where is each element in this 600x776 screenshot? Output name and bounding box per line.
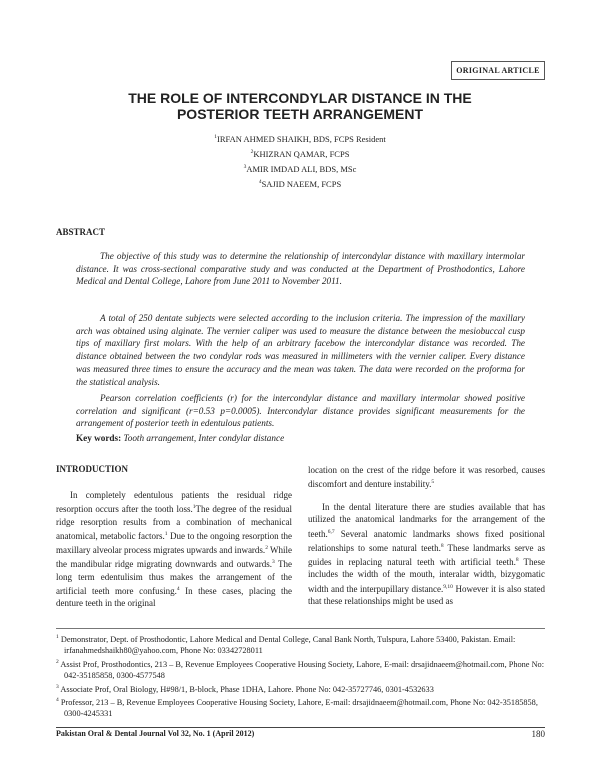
abstract-paragraph-1: The objective of this study was to determine the relationship of intercondylar distance with maxillary intermolar distance. It was cross-sectional comparative study and was conducted at the Department of Prosthodontics, Lahore Medical and Dental College, Lahore from June 2011 to November 2011. [76,251,525,287]
footer-divider [56,727,545,728]
footnote-4: $^4$ Professor, 213 – B, Revenue Employees Cooperative Housing Society, Lahore, E-mail: drsajidnaeem@hotmail.com, Phone No: 042-35185858, 0300-4245331 [56,697,538,718]
article-type-badge: ORIGINAL ARTICLE [451,61,545,80]
page-number: 180 [531,729,545,739]
abstract-paragraph-2: A total of 250 dentate subjects were selected according to the inclusion criteria. The impression of the maxillary arch was obtained using alginate. The vernier caliper was used to measure the distance between the mesiobuccal cusp tips of maxillary first molars. With the help of an arbitrary facebow the intercondylar distance was recorded. The distance obtained between the two condylar rods was measured in millimeters with the vernier caliper. Every distance was measured three times to ensure the accuracy and the mean was taken. The data were recorded on the proforma for the statistical analysis. [76,313,525,387]
author-2: $^2$KHIZRAN QAMAR, FCPS [250,148,350,159]
title-line-2: POSTERIOR TEETH ARRANGEMENT [176,106,424,122]
author-4: $^4$SAJID NAEEM, FCPS [258,178,342,189]
author-3: $^3$AMIR IMDAD ALI, BDS, MSc [243,163,357,174]
author-1: $^1$IRFAN AHMED SHAIKH, BDS, FCPS Resident [214,133,386,144]
keywords [76,433,525,443]
footnote-2: $^2$ Assist Prof, Prosthodontics, 213 – B, Revenue Employees Cooperative Housing Society, Lahore, E-mail: drsajidnaeem@hotmail.com, Phone No: 042-35185858, 0300-4577548 [56,659,545,680]
keywords-label: Key words: [76,433,122,443]
footnote-1: $^1$ Demonstrator, Dept. of Prosthodontic, Lahore Medical and Dental College, Canal Bank North, Tulspura, Lahore 53400, Pakistan. Email: irfanahmedshaikh80@yahoo.com, Phone No: 03342728011 [56,634,516,655]
footnote-divider [56,628,545,629]
abstract-paragraph-3: Pearson correlation coefficients (r) for the intercondylar distance and maxillary intermolar showed positive correlation and significant (r=0.53 p=0.0005). Intercondylar distance provides significant measurements for the arrangement of posterior teeth in edentulous patients. [76,393,525,429]
abstract-heading: ABSTRACT [56,227,106,237]
intro-right-column-b: In the dental literature there are studies available that has utilized the anatomical landmarks for the arrangement of the teeth.$^{6,7}$ Several anatomic landmarks shows fixed positional relationships to some natural teeth.$^8$ These landmarks serve as guides in replacing natural teeth with artificial teeth.$^8$ These includes the width of the mouth, interalar width, bizygomatic width and the interpupillary distance.$^{9,10}$ However it is also stated that these relationships might be used as [308,502,545,607]
footnote-3: $^3$ Associate Prof, Oral Biology, H#98/1, B-block, Phase 1DHA, Lahore. Phone No: 042-35727746, 0301-4532633 [56,684,434,694]
intro-left-column: In completely edentulous patients the residual ridge resorption occurs after the tooth loss.$^1$The degree of the residual ridge resorption results from a combination of mechanical anatomical, metabolic factors.$^1$ Due to the ongoing resorption the maxillary alveolar process migrates upwards and inwards.$^2$ While the mandibular ridge migrating downwards and outwards.$^3$ The long term edentulisim thus makes the arrangement of the artificial teeth more confusing.$^4$ In these cases, placing the denture teeth in the original [56,490,293,609]
title-line-1: THE ROLE OF INTERCONDYLAR DISTANCE IN THE [128,90,472,106]
introduction-heading: INTRODUCTION [56,464,129,474]
intro-right-column-a: location on the crest of the ridge before it was resorbed, causes discomfort and denture instability.$^5$ [308,465,545,490]
journal-footer: Pakistan Oral & Dental Journal Vol 32, No. 1 (April 2012) [56,729,255,738]
keywords-text: Tooth arrangement, Inter condylar distance [123,433,285,443]
